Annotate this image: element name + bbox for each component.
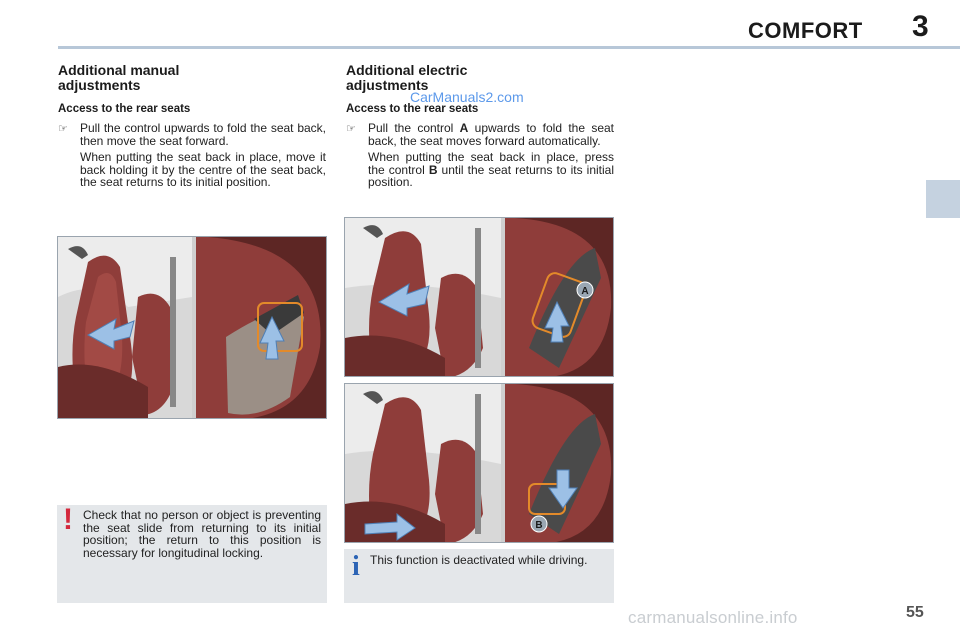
site-watermark: CarManuals2.com: [410, 89, 524, 105]
chapter-side-tab: [926, 180, 960, 218]
electric-rear-seats-subtitle: Access to the rear seats: [346, 103, 479, 115]
chapter-title: COMFORT: [748, 18, 863, 43]
manual-bullet-text: Pull the control upwards to fold the seat back, then move the seat forward.: [80, 121, 326, 148]
electric-bullet-text: Pull the control A upwards to fold the seat back, the seat moves forward automatically.: [368, 121, 615, 148]
page-number: 55: [906, 604, 924, 621]
footer-watermark: carmanualsonline.info: [628, 608, 798, 627]
electric-fold-figure: [344, 217, 614, 377]
manual-rear-seats-subtitle: Access to the rear seats: [58, 103, 191, 115]
chapter-number: 3: [912, 10, 929, 43]
electric-return-figure: [344, 383, 614, 543]
electric-adjustments-title: Additional electric adjustments: [346, 62, 468, 93]
warning-text: Check that no person or object is preventing the seat slide from returning to its initial position; the return to this position is necessary for longitudinal locking.: [83, 508, 321, 560]
manual-adjustments-title: Additional manual adjustments: [58, 62, 180, 93]
manual-instructions: [58, 122, 326, 189]
pointing-hand-icon: ☞: [58, 123, 68, 135]
control-b-label: B: [535, 520, 543, 531]
info-box: [344, 549, 614, 603]
warning-icon: !: [63, 503, 73, 536]
header-rule: [58, 46, 960, 49]
pointing-hand-icon: ☞: [346, 123, 356, 135]
electric-follow-text: When putting the seat back in place, press the control B until the seat returns to its initial position.: [368, 150, 614, 190]
warning-box: [57, 505, 327, 603]
electric-instructions: [346, 122, 614, 189]
info-icon: i: [352, 551, 360, 582]
manual-follow-text: When putting the seat back in place, move it back holding it by the centre of the seat back, the seat returns to its initial position.: [80, 150, 326, 190]
manual-seat-figure: [57, 236, 327, 419]
control-a-label: A: [581, 286, 589, 297]
info-text: This function is deactivated while driving.: [370, 553, 588, 567]
